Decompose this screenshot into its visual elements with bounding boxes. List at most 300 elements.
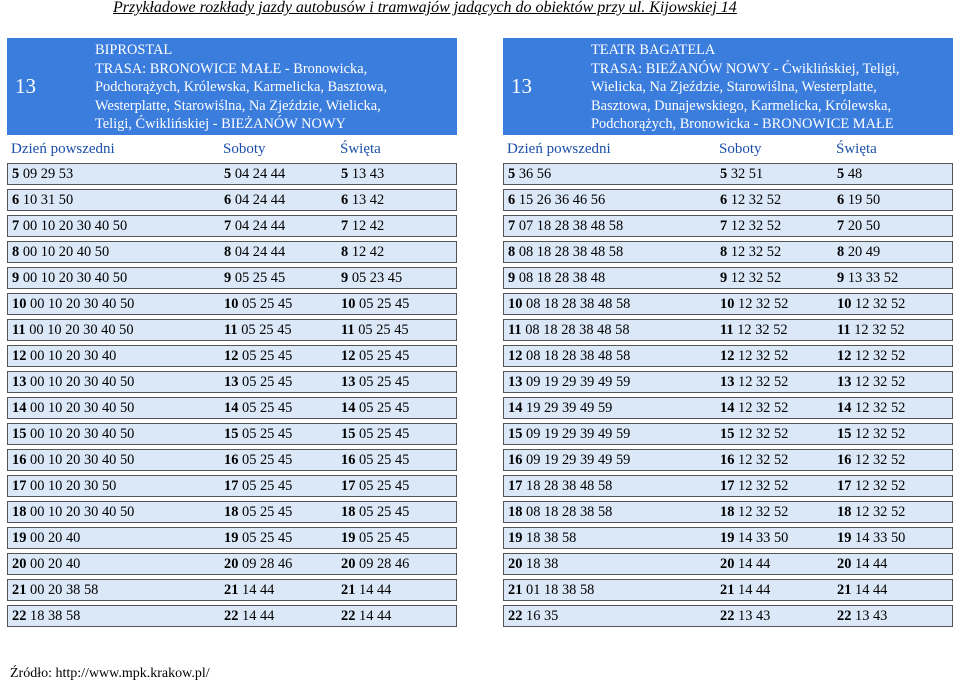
weekday-cell <box>508 268 605 288</box>
hour-label: 11 <box>508 322 522 338</box>
holiday-cell <box>341 320 409 340</box>
minutes-label: 08 18 28 38 48 58 <box>518 244 624 260</box>
table-row <box>503 423 953 445</box>
holiday-cell <box>837 372 905 392</box>
table-row <box>7 293 457 315</box>
holiday-cell <box>341 450 409 470</box>
hour-label: 18 <box>341 504 356 520</box>
minutes-label: 05 25 45 <box>359 530 410 546</box>
col-saturday: Soboty <box>223 141 266 157</box>
hour-label: 9 <box>224 270 232 286</box>
saturday-cell <box>224 450 292 470</box>
minutes-label: 05 25 45 <box>358 322 409 338</box>
hour-label: 13 <box>720 374 735 390</box>
minutes-label: 14 44 <box>738 556 771 572</box>
table-row <box>7 475 457 497</box>
minutes-label: 20 50 <box>847 218 881 234</box>
hour-label: 13 <box>12 374 27 390</box>
minutes-label: 05 25 45 <box>242 504 293 520</box>
holiday-cell <box>837 528 905 548</box>
hour-label: 18 <box>224 504 239 520</box>
table-row <box>503 293 953 315</box>
minutes-label: 14 44 <box>855 582 888 598</box>
minutes-label: 00 10 20 30 40 50 <box>30 504 135 520</box>
saturday-cell <box>224 346 292 366</box>
weekday-cell <box>508 216 623 236</box>
holiday-cell <box>341 398 409 418</box>
holiday-cell <box>341 606 391 626</box>
timetable-right <box>503 38 953 631</box>
hour-label: 17 <box>837 478 852 494</box>
table-row <box>503 501 953 523</box>
minutes-label: 00 10 20 30 40 50 <box>22 270 128 286</box>
weekday-cell <box>508 554 558 574</box>
minutes-label: 15 26 36 46 56 <box>518 192 606 208</box>
hour-label: 16 <box>508 452 523 468</box>
saturday-cell <box>720 242 781 262</box>
table-row <box>503 163 953 185</box>
table-row <box>7 319 457 341</box>
weekday-cell <box>12 554 80 574</box>
minutes-label: 05 25 45 <box>234 270 286 286</box>
minutes-label: 12 32 52 <box>854 322 905 338</box>
minutes-label: 05 25 45 <box>242 426 293 442</box>
weekday-cell <box>508 346 630 366</box>
minutes-label: 05 25 45 <box>359 426 410 442</box>
weekday-cell <box>508 320 630 340</box>
table-row <box>503 449 953 471</box>
saturday-cell <box>720 346 788 366</box>
saturday-cell <box>224 190 285 210</box>
hour-label: 13 <box>341 374 356 390</box>
holiday-cell <box>341 372 409 392</box>
weekday-cell <box>12 268 127 288</box>
minutes-label: 12 32 52 <box>855 296 906 312</box>
column-headers <box>503 137 953 163</box>
hour-label: 14 <box>224 400 239 416</box>
minutes-label: 18 28 38 48 58 <box>526 478 613 494</box>
minutes-label: 00 10 20 30 40 50 <box>22 218 128 234</box>
table-row <box>7 215 457 237</box>
minutes-label: 08 18 28 38 48 58 <box>525 322 630 338</box>
hour-label: 21 <box>12 582 27 598</box>
minutes-label: 00 10 20 30 40 50 <box>30 400 135 416</box>
saturday-cell <box>720 502 788 522</box>
weekday-cell <box>508 528 576 548</box>
hour-label: 20 <box>508 556 523 572</box>
saturday-cell <box>720 528 788 548</box>
saturday-cell <box>224 502 292 522</box>
holiday-cell <box>341 502 409 522</box>
saturday-cell <box>224 476 292 496</box>
table-row <box>503 397 953 419</box>
saturday-cell <box>224 294 292 314</box>
hour-label: 15 <box>224 426 239 442</box>
hour-label: 21 <box>837 582 852 598</box>
minutes-label: 05 25 45 <box>359 504 410 520</box>
hour-label: 18 <box>837 504 852 520</box>
minutes-label: 04 24 44 <box>234 244 286 260</box>
hour-label: 11 <box>12 322 26 338</box>
hour-label: 19 <box>341 530 356 546</box>
weekday-cell <box>12 372 134 392</box>
hour-label: 22 <box>12 608 27 624</box>
minutes-label: 09 19 29 39 49 59 <box>526 452 631 468</box>
hour-label: 13 <box>508 374 523 390</box>
minutes-label: 05 25 45 <box>242 296 293 312</box>
col-saturday: Soboty <box>719 141 762 157</box>
column-headers <box>7 137 457 163</box>
minutes-label: 05 25 45 <box>359 374 410 390</box>
hour-label: 16 <box>12 452 27 468</box>
saturday-cell <box>720 294 788 314</box>
hour-label: 6 <box>837 192 845 208</box>
col-holiday: Święta <box>836 141 877 157</box>
saturday-cell <box>720 554 770 574</box>
hour-label: 5 <box>12 166 20 182</box>
hour-label: 20 <box>837 556 852 572</box>
minutes-label: 05 25 45 <box>242 530 293 546</box>
minutes-label: 12 32 52 <box>730 270 782 286</box>
weekday-cell <box>12 320 134 340</box>
minutes-label: 12 32 52 <box>730 244 782 260</box>
minutes-label: 08 18 28 38 48 58 <box>526 348 631 364</box>
minutes-label: 09 19 29 39 49 59 <box>526 426 631 442</box>
minutes-label: 00 20 38 58 <box>30 582 99 598</box>
minutes-label: 16 35 <box>526 608 559 624</box>
hour-label: 10 <box>224 296 239 312</box>
minutes-label: 14 44 <box>855 556 888 572</box>
hour-label: 10 <box>12 296 27 312</box>
minutes-label: 00 10 20 30 40 50 <box>30 426 135 442</box>
col-weekday: Dzień powszedni <box>11 141 115 157</box>
hour-label: 19 <box>720 530 735 546</box>
minutes-label: 14 44 <box>359 608 392 624</box>
saturday-cell <box>224 164 285 184</box>
timetable-rows <box>503 163 953 627</box>
minutes-label: 13 42 <box>351 192 385 208</box>
minutes-label: 00 10 20 30 50 <box>30 478 117 494</box>
holiday-cell <box>341 164 384 184</box>
saturday-cell <box>224 372 292 392</box>
minutes-label: 09 28 46 <box>359 556 410 572</box>
table-row <box>7 267 457 289</box>
holiday-cell <box>837 606 887 626</box>
hour-label: 17 <box>12 478 27 494</box>
minutes-label: 12 32 52 <box>738 504 789 520</box>
table-row <box>7 345 457 367</box>
holiday-cell <box>837 554 887 574</box>
weekday-cell <box>12 398 134 418</box>
table-row <box>503 527 953 549</box>
holiday-cell <box>341 268 402 288</box>
hour-label: 14 <box>12 400 27 416</box>
col-weekday: Dzień powszedni <box>507 141 611 157</box>
hour-label: 12 <box>508 348 523 364</box>
hour-label: 5 <box>837 166 845 182</box>
hour-label: 14 <box>508 400 523 416</box>
minutes-label: 05 25 45 <box>359 348 410 364</box>
hour-label: 10 <box>720 296 735 312</box>
saturday-cell <box>720 398 788 418</box>
minutes-label: 00 10 20 30 40 50 <box>30 452 135 468</box>
table-row <box>503 189 953 211</box>
hour-label: 17 <box>224 478 239 494</box>
hour-label: 8 <box>224 244 232 260</box>
saturday-cell <box>720 450 788 470</box>
saturday-cell <box>224 528 292 548</box>
hour-label: 21 <box>224 582 239 598</box>
hour-label: 11 <box>720 322 734 338</box>
holiday-cell <box>341 216 384 236</box>
minutes-label: 05 25 45 <box>242 348 293 364</box>
saturday-cell <box>720 320 788 340</box>
saturday-cell <box>224 216 285 236</box>
saturday-cell <box>224 398 292 418</box>
hour-label: 15 <box>837 426 852 442</box>
minutes-label: 00 10 20 30 40 50 <box>29 322 134 338</box>
minutes-label: 05 23 45 <box>351 270 403 286</box>
minutes-label: 12 32 52 <box>738 400 789 416</box>
minutes-label: 08 18 28 38 58 <box>526 504 613 520</box>
table-row <box>7 449 457 471</box>
table-row <box>503 371 953 393</box>
minutes-label: 13 43 <box>855 608 888 624</box>
hour-label: 20 <box>341 556 356 572</box>
weekday-cell <box>12 528 80 548</box>
table-row <box>503 605 953 627</box>
minutes-label: 00 20 40 <box>30 530 81 546</box>
hour-label: 7 <box>720 218 728 234</box>
holiday-cell <box>837 502 905 522</box>
hour-label: 6 <box>508 192 516 208</box>
route-line: TRASA: BIEŻANÓW NOWY - Ćwiklińskiej, Teligi, <box>591 60 900 77</box>
holiday-cell <box>341 528 409 548</box>
holiday-cell <box>341 580 391 600</box>
weekday-cell <box>12 190 73 210</box>
hour-label: 16 <box>837 452 852 468</box>
hour-label: 8 <box>508 244 516 260</box>
minutes-label: 00 10 20 40 50 <box>22 244 110 260</box>
hour-label: 6 <box>720 192 728 208</box>
table-row <box>503 267 953 289</box>
saturday-cell <box>720 164 763 184</box>
hour-label: 12 <box>12 348 27 364</box>
saturday-cell <box>720 476 788 496</box>
table-row <box>7 553 457 575</box>
hour-label: 19 <box>837 530 852 546</box>
minutes-label: 00 10 20 30 40 <box>30 348 117 364</box>
saturday-cell <box>224 320 292 340</box>
table-row <box>503 319 953 341</box>
minutes-label: 18 38 58 <box>30 608 81 624</box>
weekday-cell <box>12 294 134 314</box>
saturday-cell <box>720 190 781 210</box>
table-row <box>7 371 457 393</box>
saturday-cell <box>720 216 781 236</box>
weekday-cell <box>508 190 605 210</box>
minutes-label: 12 32 52 <box>855 452 906 468</box>
route-line: TRASA: BRONOWICE MAŁE - Bronowicka, <box>95 60 368 77</box>
minutes-label: 10 31 50 <box>22 192 74 208</box>
minutes-label: 05 25 45 <box>242 452 293 468</box>
weekday-cell <box>12 606 80 626</box>
hour-label: 12 <box>720 348 735 364</box>
hour-label: 22 <box>508 608 523 624</box>
route-line: Westerplatte, Starowiślna, Na Zjeździe, Wielicka, <box>95 97 381 114</box>
minutes-label: 07 18 28 38 48 58 <box>518 218 624 234</box>
hour-label: 6 <box>341 192 349 208</box>
hour-label: 19 <box>224 530 239 546</box>
table-row <box>7 163 457 185</box>
hour-label: 17 <box>720 478 735 494</box>
page-title: Przykładowe rozkłady jazdy autobusów i tramwajów jadących do obiektów przy ul. Kijowskiej 14 <box>113 0 737 16</box>
holiday-cell <box>837 476 905 496</box>
hour-label: 21 <box>341 582 356 598</box>
saturday-cell <box>224 268 285 288</box>
minutes-label: 08 18 28 38 48 58 <box>526 296 631 312</box>
minutes-label: 05 25 45 <box>359 478 410 494</box>
minutes-label: 05 25 45 <box>242 400 293 416</box>
minutes-label: 12 32 52 <box>738 348 789 364</box>
weekday-cell <box>12 346 116 366</box>
hour-label: 22 <box>341 608 356 624</box>
hour-label: 18 <box>508 504 523 520</box>
table-row <box>7 423 457 445</box>
source-note: Źródło: http://www.mpk.krakow.pl/ <box>10 666 210 681</box>
minutes-label: 13 43 <box>738 608 771 624</box>
hour-label: 7 <box>224 218 232 234</box>
table-row <box>7 397 457 419</box>
hour-label: 13 <box>224 374 239 390</box>
table-row <box>7 241 457 263</box>
minutes-label: 12 32 52 <box>730 218 782 234</box>
hour-label: 18 <box>12 504 27 520</box>
timetable-rows <box>7 163 457 627</box>
minutes-label: 12 32 52 <box>855 478 906 494</box>
stop-name: BIPROSTAL <box>95 42 173 58</box>
hour-label: 15 <box>508 426 523 442</box>
holiday-cell <box>341 190 384 210</box>
holiday-cell <box>837 190 880 210</box>
minutes-label: 00 10 20 30 40 50 <box>30 374 135 390</box>
table-row <box>7 189 457 211</box>
line-number: 13 <box>511 74 532 98</box>
hour-label: 16 <box>224 452 239 468</box>
minutes-label: 36 56 <box>518 166 552 182</box>
saturday-cell <box>224 242 285 262</box>
minutes-label: 13 43 <box>351 166 385 182</box>
weekday-cell <box>12 580 98 600</box>
hour-label: 12 <box>837 348 852 364</box>
holiday-cell <box>837 320 905 340</box>
minutes-label: 14 33 50 <box>738 530 789 546</box>
weekday-cell <box>508 424 630 444</box>
holiday-cell <box>837 216 880 236</box>
hour-label: 22 <box>720 608 735 624</box>
minutes-label: 14 44 <box>359 582 392 598</box>
minutes-label: 12 32 52 <box>855 504 906 520</box>
hour-label: 16 <box>720 452 735 468</box>
hour-label: 22 <box>224 608 239 624</box>
holiday-cell <box>837 242 880 262</box>
holiday-cell <box>341 554 409 574</box>
minutes-label: 12 32 52 <box>730 192 782 208</box>
hour-label: 19 <box>508 530 523 546</box>
hour-label: 22 <box>837 608 852 624</box>
route-line: Podchorążych, Bronowicka - BRONOWICE MAŁE <box>591 116 894 132</box>
hour-label: 11 <box>341 322 355 338</box>
hour-label: 15 <box>720 426 735 442</box>
minutes-label: 05 25 45 <box>242 478 293 494</box>
minutes-label: 32 51 <box>730 166 764 182</box>
hour-label: 20 <box>720 556 735 572</box>
minutes-label: 04 24 44 <box>234 166 286 182</box>
hour-label: 20 <box>12 556 27 572</box>
minutes-label: 12 42 <box>351 218 385 234</box>
weekday-cell <box>508 476 612 496</box>
table-row <box>503 553 953 575</box>
minutes-label: 14 44 <box>738 582 771 598</box>
weekday-cell <box>508 580 594 600</box>
holiday-cell <box>837 346 905 366</box>
minutes-label: 12 32 52 <box>738 374 789 390</box>
hour-label: 8 <box>720 244 728 260</box>
line-number: 13 <box>15 74 36 98</box>
holiday-cell <box>341 242 384 262</box>
saturday-cell <box>224 606 274 626</box>
route-info <box>591 41 949 134</box>
minutes-label: 12 32 52 <box>855 374 906 390</box>
minutes-label: 05 25 45 <box>242 374 293 390</box>
weekday-cell <box>508 372 630 392</box>
route-header <box>7 38 457 135</box>
hour-label: 7 <box>12 218 20 234</box>
hour-label: 14 <box>720 400 735 416</box>
saturday-cell <box>224 554 292 574</box>
minutes-label: 12 32 52 <box>738 478 789 494</box>
timetable-left <box>7 38 457 631</box>
saturday-cell <box>720 424 788 444</box>
hour-label: 21 <box>508 582 523 598</box>
hour-label: 9 <box>720 270 728 286</box>
holiday-cell <box>341 476 409 496</box>
weekday-cell <box>508 606 558 626</box>
holiday-cell <box>837 580 887 600</box>
minutes-label: 05 25 45 <box>359 296 410 312</box>
holiday-cell <box>837 268 898 288</box>
holiday-cell <box>341 424 409 444</box>
route-info <box>95 41 453 134</box>
minutes-label: 05 25 45 <box>359 452 410 468</box>
route-line: Teligi, Ćwiklińskiej - BIEŻANÓW NOWY <box>95 116 346 132</box>
hour-label: 10 <box>508 296 523 312</box>
holiday-cell <box>837 450 905 470</box>
hour-label: 17 <box>508 478 523 494</box>
minutes-label: 05 25 45 <box>359 400 410 416</box>
holiday-cell <box>837 294 905 314</box>
table-row <box>7 579 457 601</box>
table-row <box>503 475 953 497</box>
saturday-cell <box>224 424 292 444</box>
hour-label: 14 <box>341 400 356 416</box>
minutes-label: 05 25 45 <box>241 322 292 338</box>
stop-name: TEATR BAGATELA <box>591 42 716 58</box>
hour-label: 12 <box>341 348 356 364</box>
hour-label: 19 <box>12 530 27 546</box>
col-holiday: Święta <box>340 141 381 157</box>
weekday-cell <box>508 502 612 522</box>
